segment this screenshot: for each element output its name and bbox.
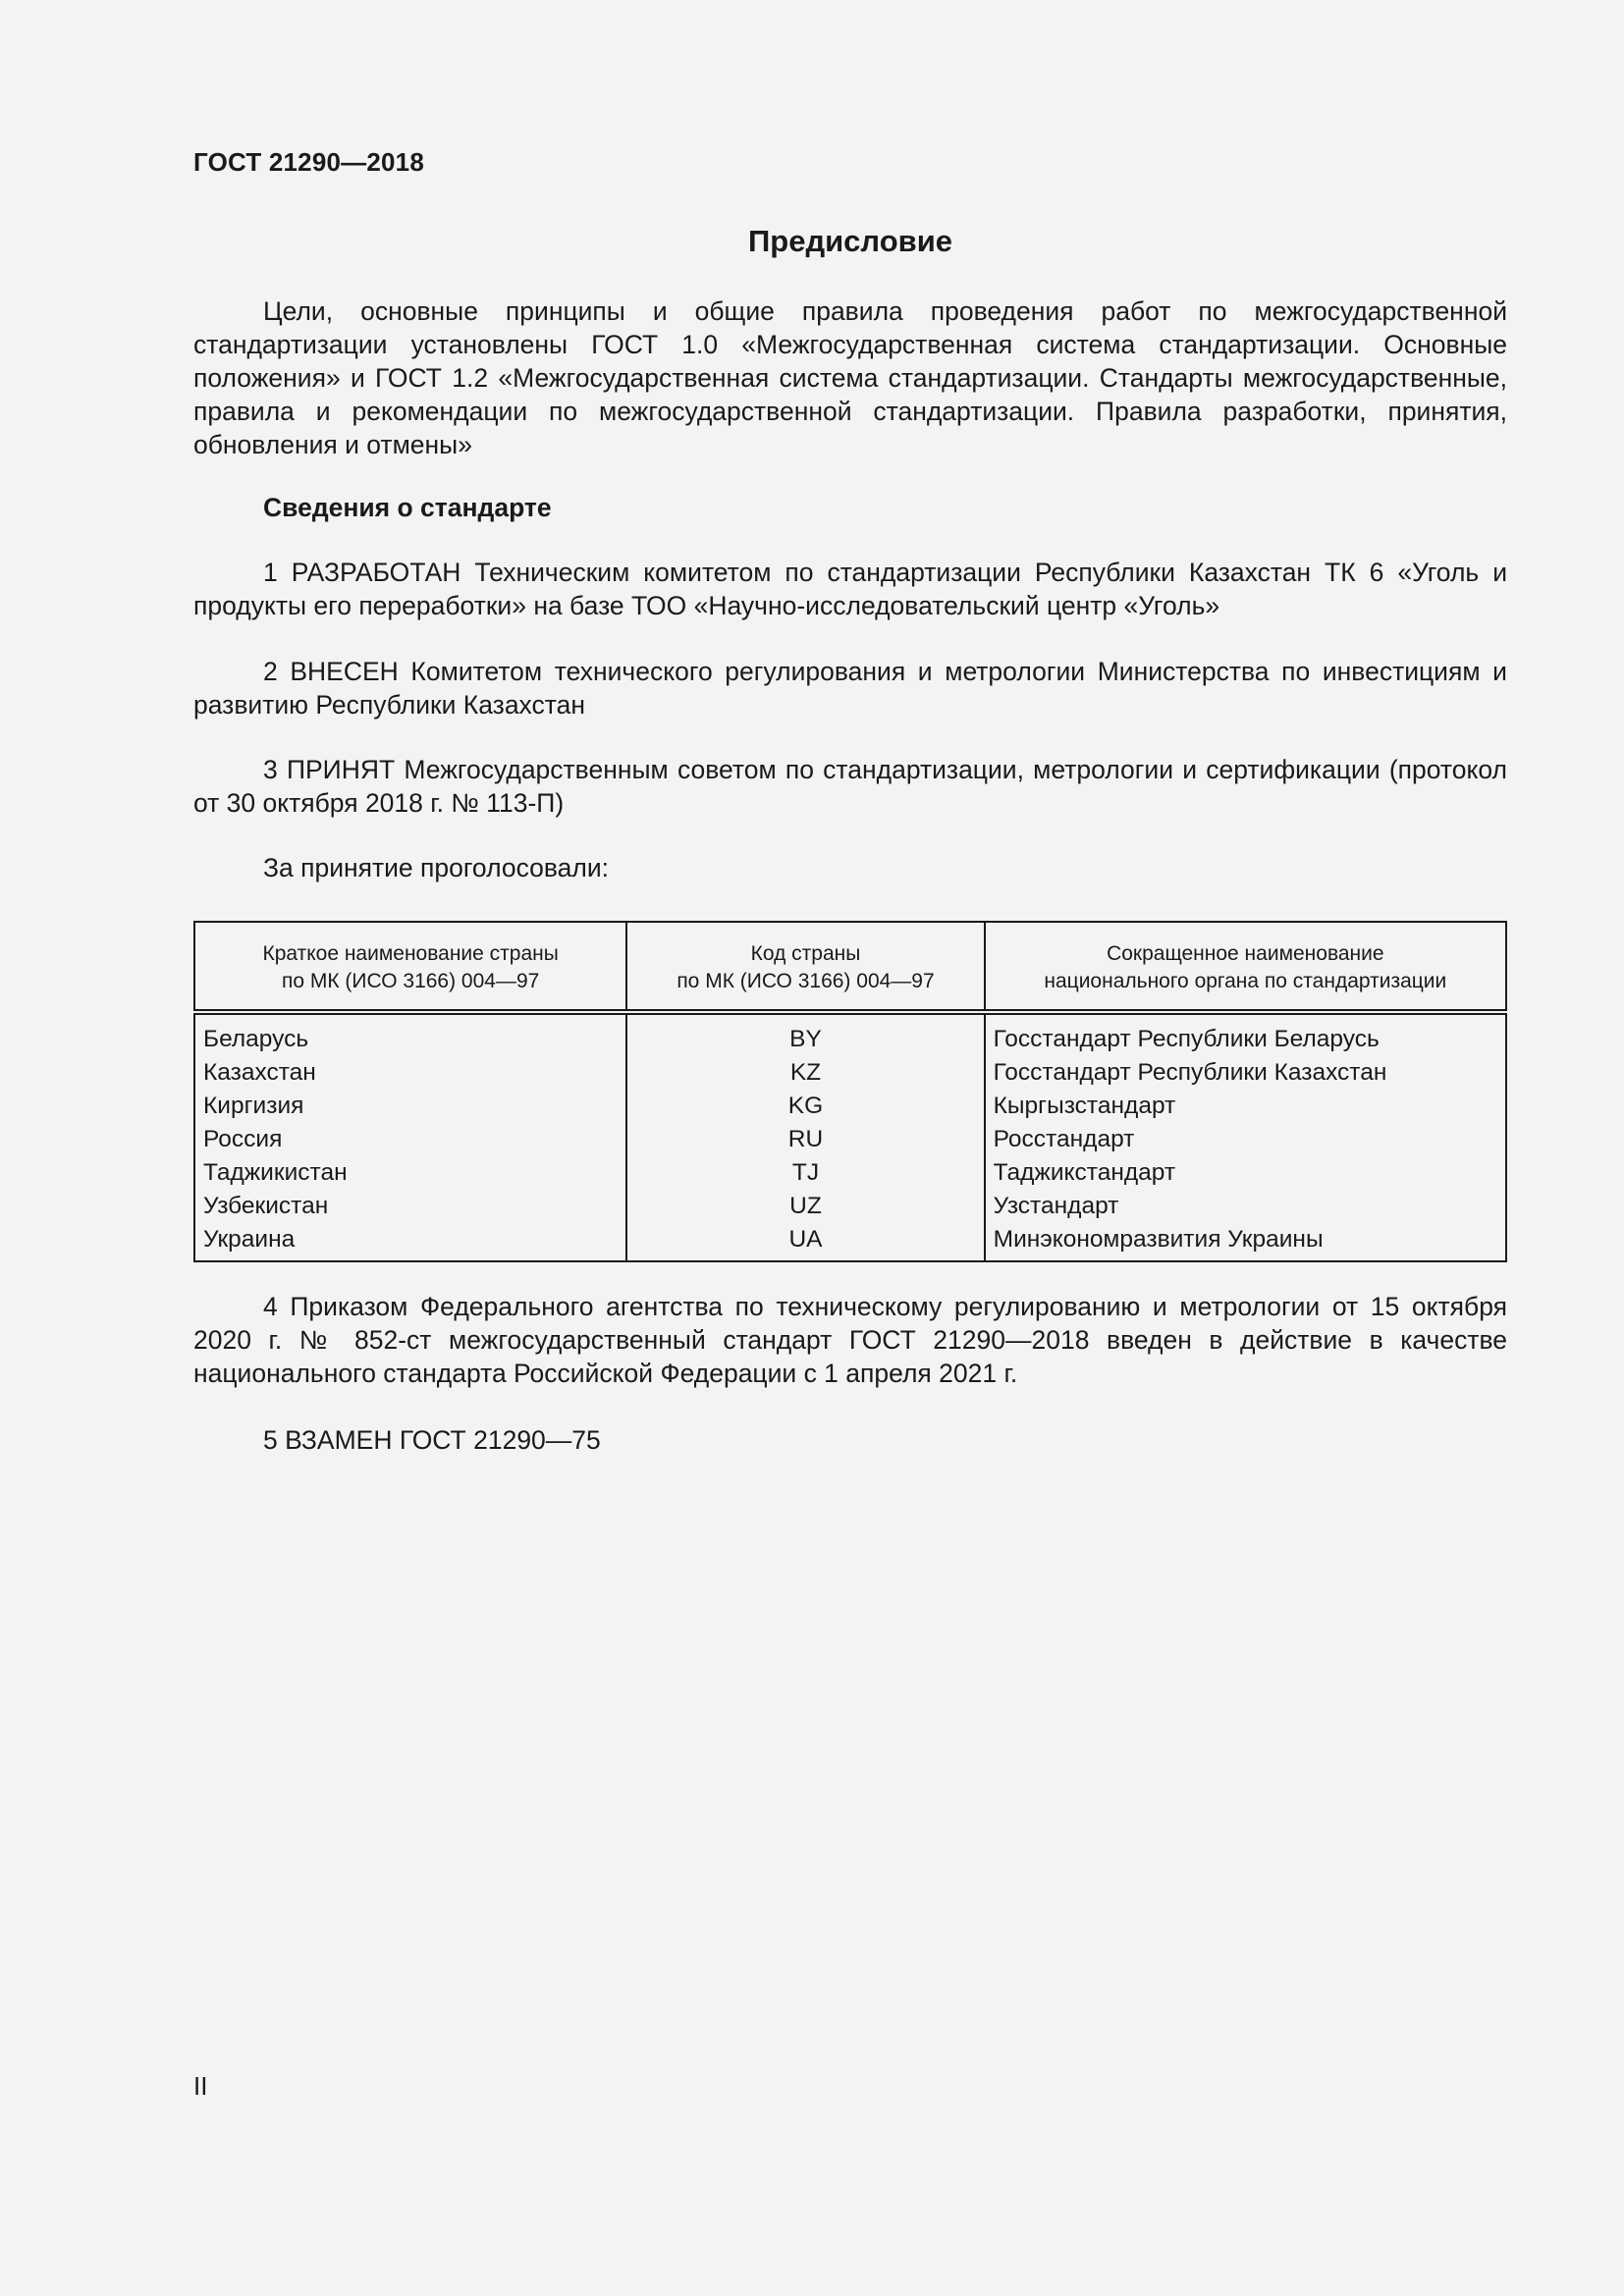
country-cell: Узбекистан — [194, 1190, 626, 1223]
body-cell: Кыргызстандарт — [985, 1090, 1506, 1123]
country-cell: Россия — [194, 1123, 626, 1156]
header-country-code: Код страны по МК (ИСО 3166) 004—97 — [626, 922, 984, 1012]
page-number: II — [193, 2071, 208, 2101]
code-cell: BY — [626, 1012, 984, 1056]
item-introduced: 2 ВНЕСЕН Комитетом технического регулирования и метрологии Министерства по инвестициям и развитию Республики Казахстан — [193, 657, 1507, 720]
item-developed: 1 РАЗРАБОТАН Техническим комитетом по стандартизации Республики Казахстан ТК 6 «Уголь и продукты его переработки» на базе ТОО «Научно-исследовательский центр «Уголь» — [193, 558, 1507, 620]
header-standards-body: Сокращенное наименование национального органа по стандартизации — [985, 922, 1506, 1012]
country-cell: Украина — [194, 1223, 626, 1261]
item-replaces: 5 ВЗАМЕН ГОСТ 21290—75 — [263, 1425, 601, 1455]
table-row — [194, 1190, 1506, 1223]
body-cell: Минэкономразвития Украины — [985, 1223, 1506, 1261]
country-cell: Беларусь — [194, 1012, 626, 1056]
table-row — [194, 1090, 1506, 1123]
voting-table — [193, 921, 1507, 1262]
item-enacted: 4 Приказом Федерального агентства по техническому регулированию и метрологии от 15 октября 2020 г. № 852-ст межгосударственный стандарт ГОСТ 21290—2018 введен в действие в качестве национального стандарта Российской Федерации с 1 апреля 2021 г. — [193, 1292, 1507, 1388]
document-code: ГОСТ 21290—2018 — [193, 147, 424, 177]
code-cell: KG — [626, 1090, 984, 1123]
body-cell: Узстандарт — [985, 1190, 1506, 1223]
header-country-name: Краткое наименование страны по МК (ИСО 3166) 004—97 — [194, 922, 626, 1012]
table-row — [194, 1223, 1506, 1261]
body-cell: Госстандарт Республики Беларусь — [985, 1012, 1506, 1056]
table-header-row — [194, 922, 1506, 1012]
country-cell: Казахстан — [194, 1056, 626, 1090]
table-row — [194, 1156, 1506, 1190]
section-heading: Сведения о стандарте — [263, 493, 552, 522]
table-row — [194, 1012, 1506, 1056]
country-cell: Таджикистан — [194, 1156, 626, 1190]
page-title: Предисловие — [747, 224, 952, 258]
table-row — [194, 1056, 1506, 1090]
code-cell: UZ — [626, 1190, 984, 1223]
code-cell: TJ — [626, 1156, 984, 1190]
item-adopted: 3 ПРИНЯТ Межгосударственным советом по стандартизации, метрологии и сертификации (протокол от 30 октября 2018 г. № 113-П) — [193, 755, 1507, 818]
table-row — [194, 1123, 1506, 1156]
body-cell: Росстандарт — [985, 1123, 1506, 1156]
body-cell: Госстандарт Республики Казахстан — [985, 1056, 1506, 1090]
voting-intro: За принятие проголосовали: — [263, 853, 610, 882]
country-cell: Киргизия — [194, 1090, 626, 1123]
code-cell: KZ — [626, 1056, 984, 1090]
intro-paragraph: Цели, основные принципы и общие правила проведения работ по межгосударственной стандартизации установлены ГОСТ 1.0 «Межгосударственная система стандартизации. Основные положения» и ГОСТ 1.2 «Межгосударственная система стандартизации. Стандарты межгосударственные, правила и рекомендации по межгосударственной стандартизации. Правила разработки, принятия, обновления и отмены» — [193, 296, 1507, 459]
body-cell: Таджикстандарт — [985, 1156, 1506, 1190]
code-cell: RU — [626, 1123, 984, 1156]
code-cell: UA — [626, 1223, 984, 1261]
